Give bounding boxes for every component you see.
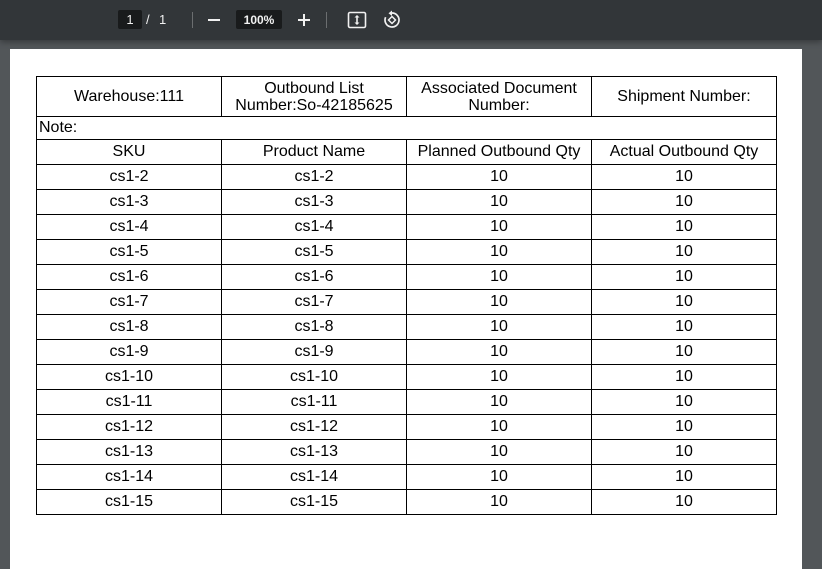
product-name-cell: cs1-8 xyxy=(222,315,407,340)
associated-document-cell: Associated Document Number: xyxy=(407,77,592,117)
zoom-level-input[interactable] xyxy=(236,10,282,29)
product-name-cell: cs1-3 xyxy=(222,190,407,215)
sku-cell: cs1-5 xyxy=(37,240,222,265)
product-name-cell: cs1-13 xyxy=(222,440,407,465)
page-separator: / xyxy=(146,12,150,27)
sku-cell: cs1-9 xyxy=(37,340,222,365)
table-row xyxy=(37,165,777,190)
product-name-cell: cs1-11 xyxy=(222,390,407,415)
actual-qty-cell: 10 xyxy=(592,265,777,290)
sku-cell: cs1-3 xyxy=(37,190,222,215)
table-row xyxy=(37,415,777,440)
column-header-row xyxy=(37,140,777,165)
pdf-toolbar xyxy=(0,0,822,40)
planned-qty-cell: 10 xyxy=(407,265,592,290)
actual-qty-cell: 10 xyxy=(592,215,777,240)
product-name-cell: cs1-9 xyxy=(222,340,407,365)
product-name-cell: cs1-2 xyxy=(222,165,407,190)
product-name-cell: cs1-14 xyxy=(222,465,407,490)
actual-qty-cell: 10 xyxy=(592,390,777,415)
product-name-cell: cs1-12 xyxy=(222,415,407,440)
document-page xyxy=(10,49,802,569)
table-row xyxy=(37,190,777,215)
planned-qty-cell: 10 xyxy=(407,240,592,265)
planned-qty-cell: 10 xyxy=(407,490,592,515)
planned-qty-cell: 10 xyxy=(407,390,592,415)
planned-qty-cell: 10 xyxy=(407,365,592,390)
actual-qty-cell: 10 xyxy=(592,440,777,465)
zoom-in-icon xyxy=(297,13,311,27)
rotate-button[interactable] xyxy=(380,8,404,32)
table-row xyxy=(37,365,777,390)
planned-qty-cell: 10 xyxy=(407,315,592,340)
outbound-list-number-cell: Outbound List Number:So-42185625 xyxy=(222,77,407,117)
fit-page-icon xyxy=(347,11,367,29)
table-row xyxy=(37,315,777,340)
planned-qty-cell: 10 xyxy=(407,440,592,465)
sku-cell: cs1-2 xyxy=(37,165,222,190)
sku-cell: cs1-11 xyxy=(37,390,222,415)
column-header-planned-qty: Planned Outbound Qty xyxy=(407,140,592,165)
planned-qty-cell: 10 xyxy=(407,340,592,365)
sku-cell: cs1-7 xyxy=(37,290,222,315)
planned-qty-cell: 10 xyxy=(407,465,592,490)
table-row xyxy=(37,240,777,265)
table-row xyxy=(37,290,777,315)
actual-qty-cell: 10 xyxy=(592,415,777,440)
header-row xyxy=(37,77,777,117)
actual-qty-cell: 10 xyxy=(592,465,777,490)
planned-qty-cell: 10 xyxy=(407,165,592,190)
product-name-cell: cs1-7 xyxy=(222,290,407,315)
table-row xyxy=(37,440,777,465)
table-row xyxy=(37,215,777,240)
actual-qty-cell: 10 xyxy=(592,315,777,340)
planned-qty-cell: 10 xyxy=(407,290,592,315)
actual-qty-cell: 10 xyxy=(592,340,777,365)
zoom-out-icon xyxy=(207,13,221,27)
shipment-number-cell: Shipment Number: xyxy=(592,77,777,117)
toolbar-divider xyxy=(192,12,193,28)
planned-qty-cell: 10 xyxy=(407,415,592,440)
zoom-in-button[interactable] xyxy=(292,8,316,32)
toolbar-divider xyxy=(326,12,327,28)
table-row xyxy=(37,490,777,515)
actual-qty-cell: 10 xyxy=(592,365,777,390)
note-row xyxy=(37,117,777,140)
table-row xyxy=(37,265,777,290)
sku-cell: cs1-15 xyxy=(37,490,222,515)
product-name-cell: cs1-10 xyxy=(222,365,407,390)
column-header-sku: SKU xyxy=(37,140,222,165)
column-header-product-name: Product Name xyxy=(222,140,407,165)
table-row xyxy=(37,390,777,415)
fit-page-button[interactable] xyxy=(345,8,369,32)
table-row xyxy=(37,340,777,365)
product-name-cell: cs1-4 xyxy=(222,215,407,240)
outbound-table xyxy=(36,76,777,515)
page-number-input[interactable] xyxy=(118,10,142,29)
planned-qty-cell: 10 xyxy=(407,215,592,240)
actual-qty-cell: 10 xyxy=(592,290,777,315)
table-row xyxy=(37,465,777,490)
actual-qty-cell: 10 xyxy=(592,490,777,515)
product-name-cell: cs1-6 xyxy=(222,265,407,290)
sku-cell: cs1-6 xyxy=(37,265,222,290)
product-name-cell: cs1-15 xyxy=(222,490,407,515)
product-name-cell: cs1-5 xyxy=(222,240,407,265)
planned-qty-cell: 10 xyxy=(407,190,592,215)
zoom-out-button[interactable] xyxy=(202,8,226,32)
sku-cell: cs1-14 xyxy=(37,465,222,490)
sku-cell: cs1-13 xyxy=(37,440,222,465)
actual-qty-cell: 10 xyxy=(592,240,777,265)
actual-qty-cell: 10 xyxy=(592,165,777,190)
total-pages: 1 xyxy=(159,12,167,27)
note-cell: Note: xyxy=(37,117,777,140)
sku-cell: cs1-12 xyxy=(37,415,222,440)
warehouse-cell: Warehouse:111 xyxy=(37,77,222,117)
column-header-actual-qty: Actual Outbound Qty xyxy=(592,140,777,165)
sku-cell: cs1-10 xyxy=(37,365,222,390)
sku-cell: cs1-4 xyxy=(37,215,222,240)
rotate-icon xyxy=(382,10,402,30)
sku-cell: cs1-8 xyxy=(37,315,222,340)
actual-qty-cell: 10 xyxy=(592,190,777,215)
